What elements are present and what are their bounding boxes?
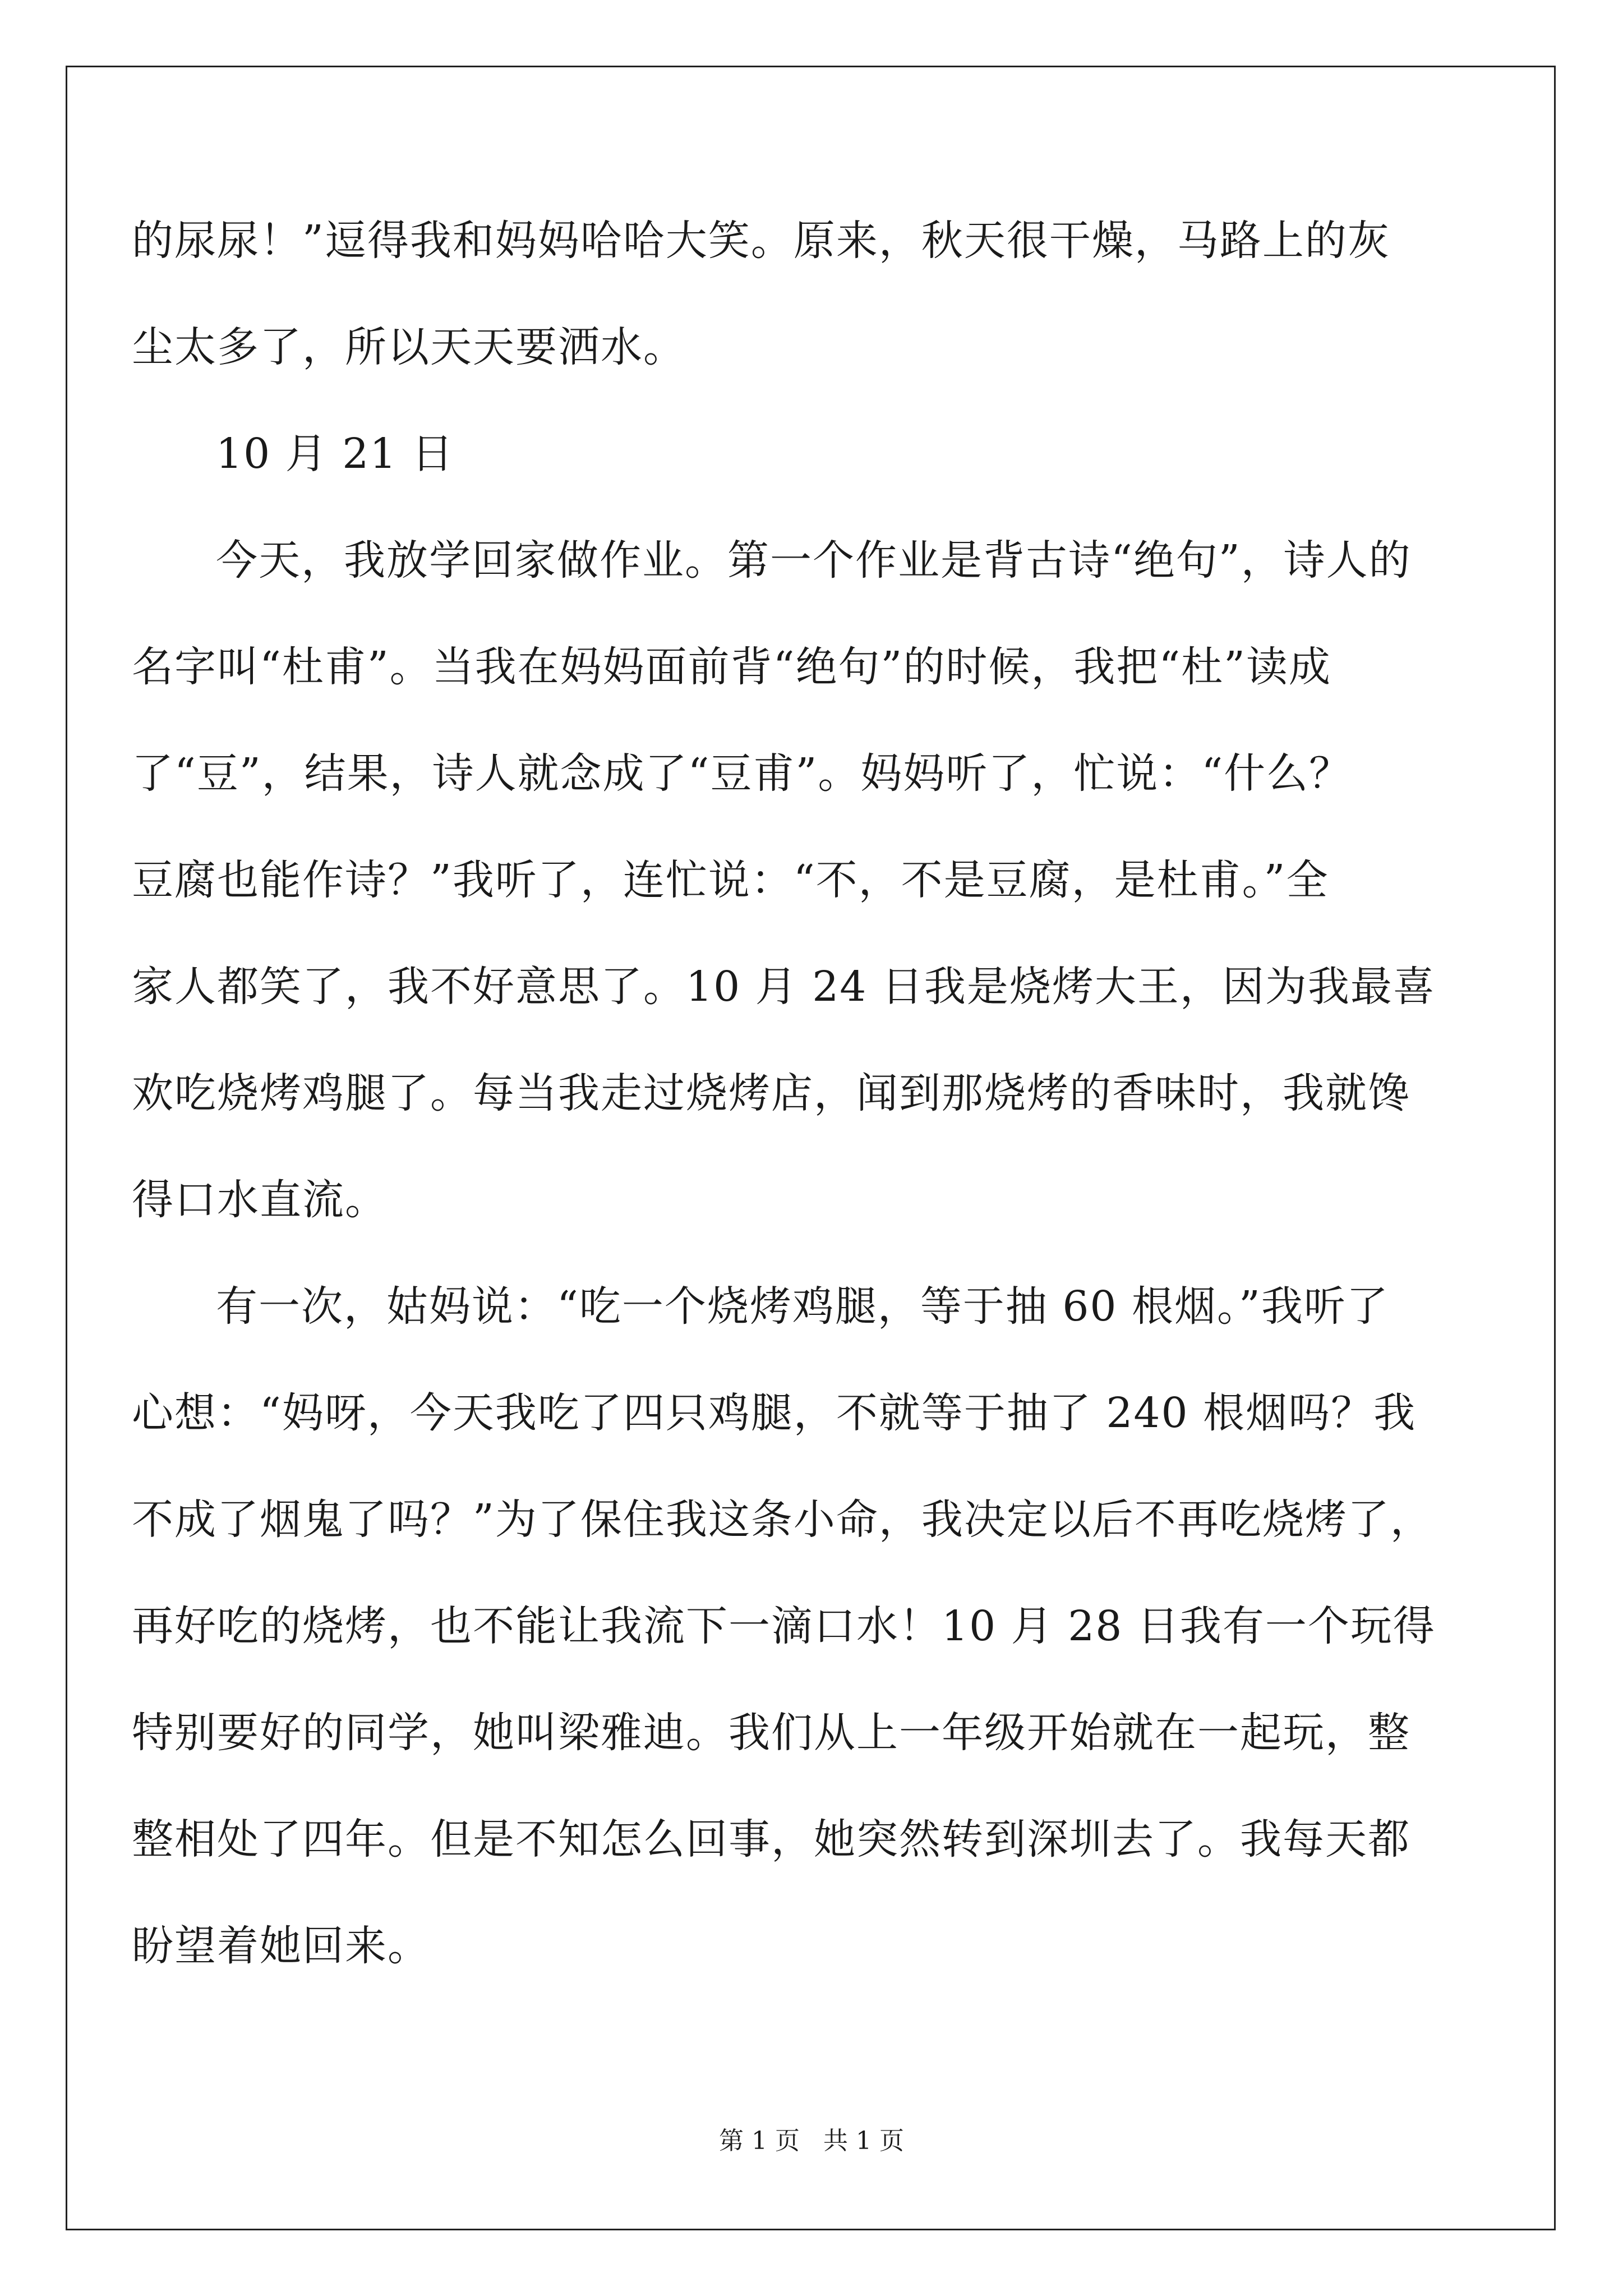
text-line: 有一次，姑妈说：“吃一个烧烤鸡腿，等于抽 60 根烟。”我听了 <box>216 1282 1389 1331</box>
date-heading: 10 月 21 日 <box>216 430 454 478</box>
text-line: 尘太多了，所以天天要洒水。 <box>132 323 686 371</box>
text-line: 名字叫“杜甫”。当我在妈妈面前背“绝句”的时候，我把“杜”读成 <box>132 643 1331 691</box>
text-line: 整相处了四年。但是不知怎么回事，她突然转到深圳去了。我每天都 <box>132 1815 1410 1864</box>
text-line: 了“豆”，结果，诗人就念成了“豆甫”。妈妈听了，忙说：“什么？ <box>132 749 1352 798</box>
text-line: 心想：“妈呀，今天我吃了四只鸡腿，不就等于抽了 240 根烟吗？我 <box>132 1389 1417 1437</box>
text-line: 家人都笑了，我不好意思了。10 月 24 日我是烧烤大王，因为我最喜 <box>132 963 1436 1011</box>
text-line: 再好吃的烧烤，也不能让我流下一滴口水！10 月 28 日我有一个玩得 <box>132 1602 1436 1650</box>
text-line: 今天，我放学回家做作业。第一个作业是背古诗“绝句”，诗人的 <box>216 536 1412 585</box>
text-line: 得口水直流。 <box>132 1176 388 1224</box>
document-body <box>132 217 1500 2032</box>
page-footer: 第 1 页 共 1 页 <box>719 2127 904 2155</box>
text-line: 欢吃烧烤鸡腿了。每当我走过烧烤店，闻到那烧烤的香味时，我就馋 <box>132 1069 1410 1117</box>
text-line: 特别要好的同学，她叫梁雅迪。我们从上一年级开始就在一起玩，整 <box>132 1709 1410 1757</box>
text-line: 不成了烟鬼了吗？”为了保住我这条小命，我决定以后不再吃烧烤了， <box>132 1496 1433 1544</box>
text-line: 的尿尿！”逗得我和妈妈哈哈大笑。原来，秋天很干燥，马路上的灰 <box>132 217 1390 265</box>
text-line: 盼望着她回来。 <box>132 1922 430 1970</box>
text-line: 豆腐也能作诗？”我听了，连忙说：“不，不是豆腐，是杜甫。”全 <box>132 856 1329 904</box>
